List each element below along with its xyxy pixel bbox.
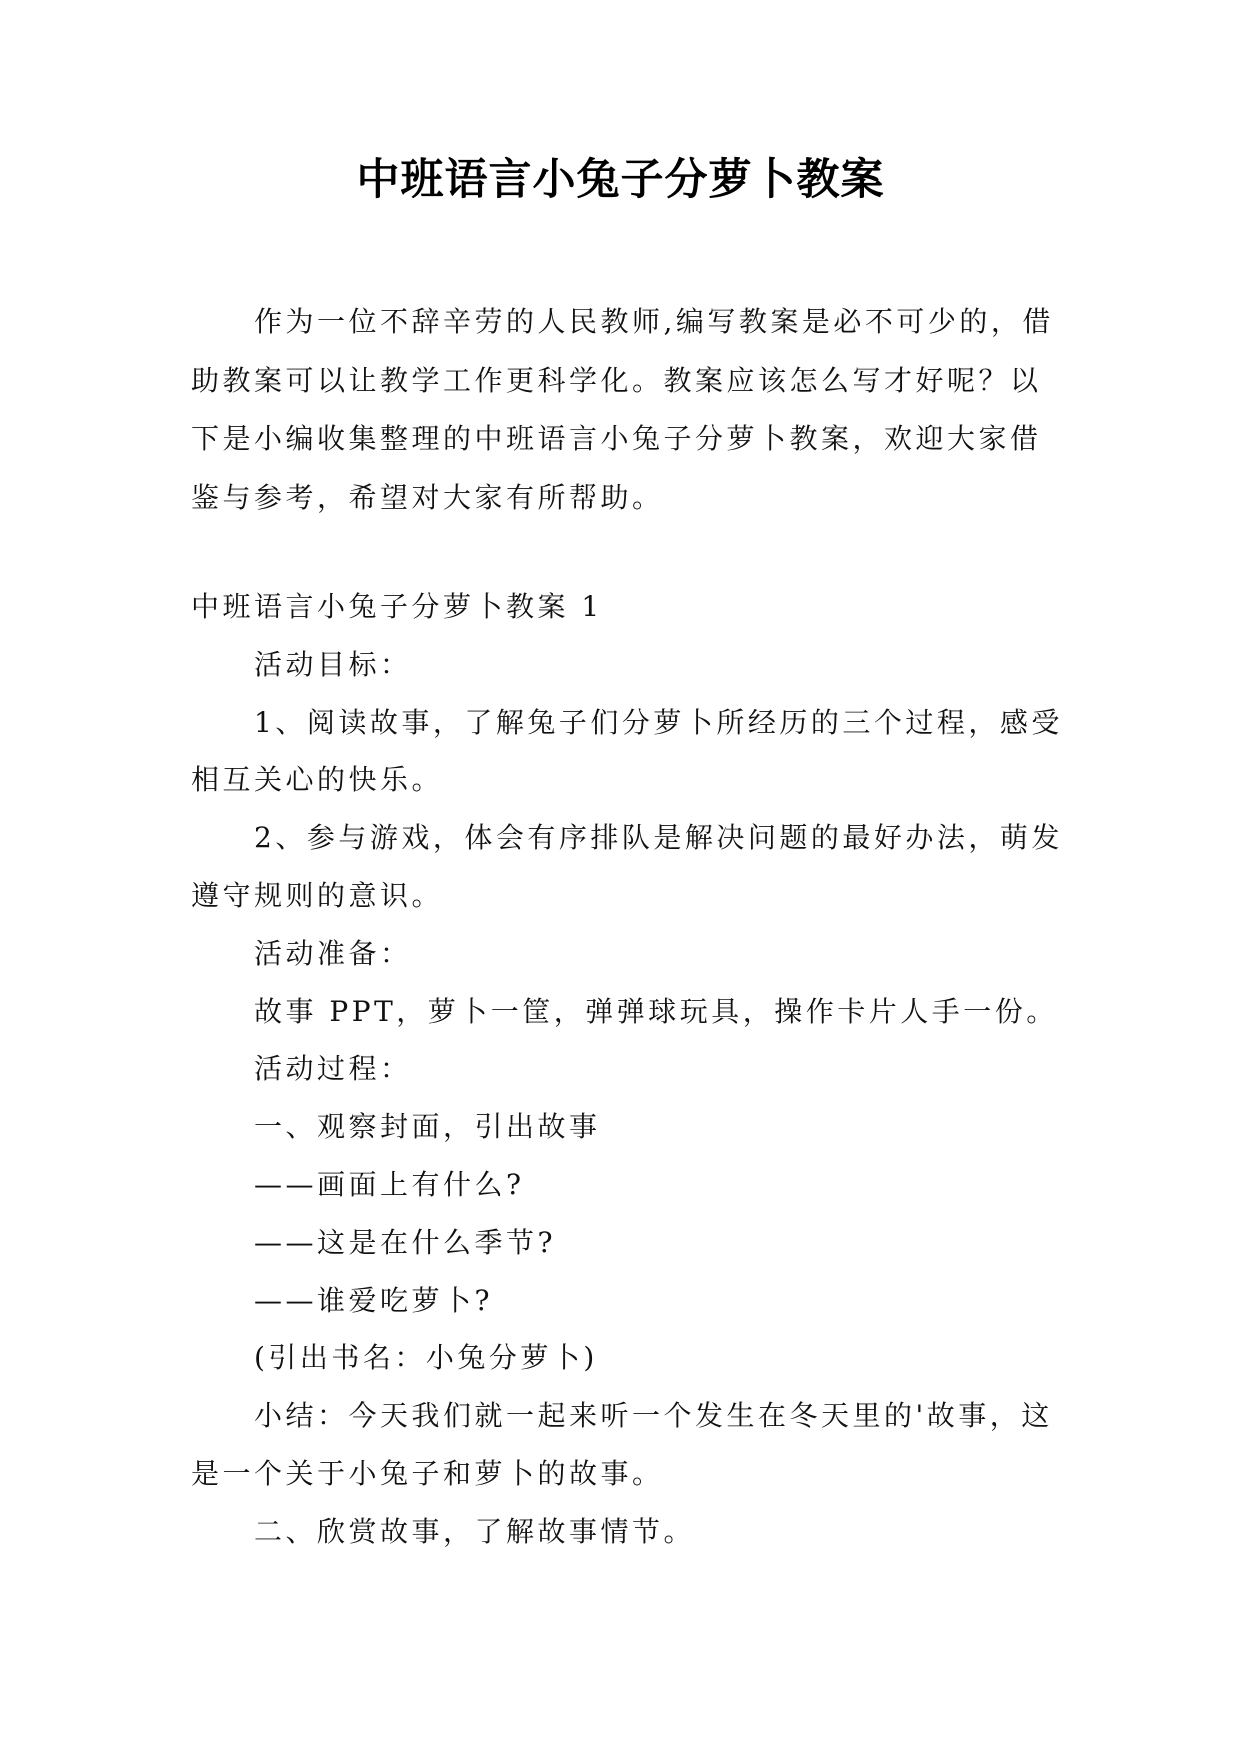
paragraph: (引出书名：小兔分萝卜) [254,1341,598,1375]
paragraph: 二、欣赏故事，了解故事情节。 [254,1514,696,1548]
paragraph: ——谁爱吃萝卜? [254,1283,494,1317]
paragraph: 一、观察封面，引出故事 [254,1110,601,1144]
paragraph: ——这是在什么季节? [254,1225,557,1259]
paragraph: 故事 PPT，萝卜一筐，弹弹球玩具，操作卡片人手一份。 [254,994,1058,1028]
paragraph: 活动目标： [254,647,412,681]
section-heading: 中班语言小兔子分萝卜教案 1 [191,590,603,623]
paragraph: 活动准备： [254,936,412,970]
paragraph: ——画面上有什么? [254,1167,525,1201]
intro-paragraph: 作为一位不辞辛劳的人民教师,编写教案是必不可少的，借助教案可以让教学工作更科学化。教案应该怎么写才好呢？以下是小编收集整理的中班语言小兔子分萝卜教案，欢迎大家借鉴与参考，希望对大家有所帮助。 [191,305,1054,514]
document-title: 中班语言小兔子分萝卜教案 [356,155,885,205]
paragraph: 小结：今天我们就一起来听一个发生在冬天里的'故事，这是一个关于小兔子和萝卜的故事。 [191,1399,1053,1490]
lesson-plan-section [191,578,1071,1561]
intro-block [191,293,1071,527]
paragraph: 活动过程： [254,1052,412,1086]
paragraph: 1、阅读故事，了解兔子们分萝卜所经历的三个过程，感受相互关心的快乐。 [191,705,1063,797]
paragraph: 2、参与游戏，体会有序排队是解决问题的最好办法，萌发遵守规则的意识。 [191,821,1063,912]
